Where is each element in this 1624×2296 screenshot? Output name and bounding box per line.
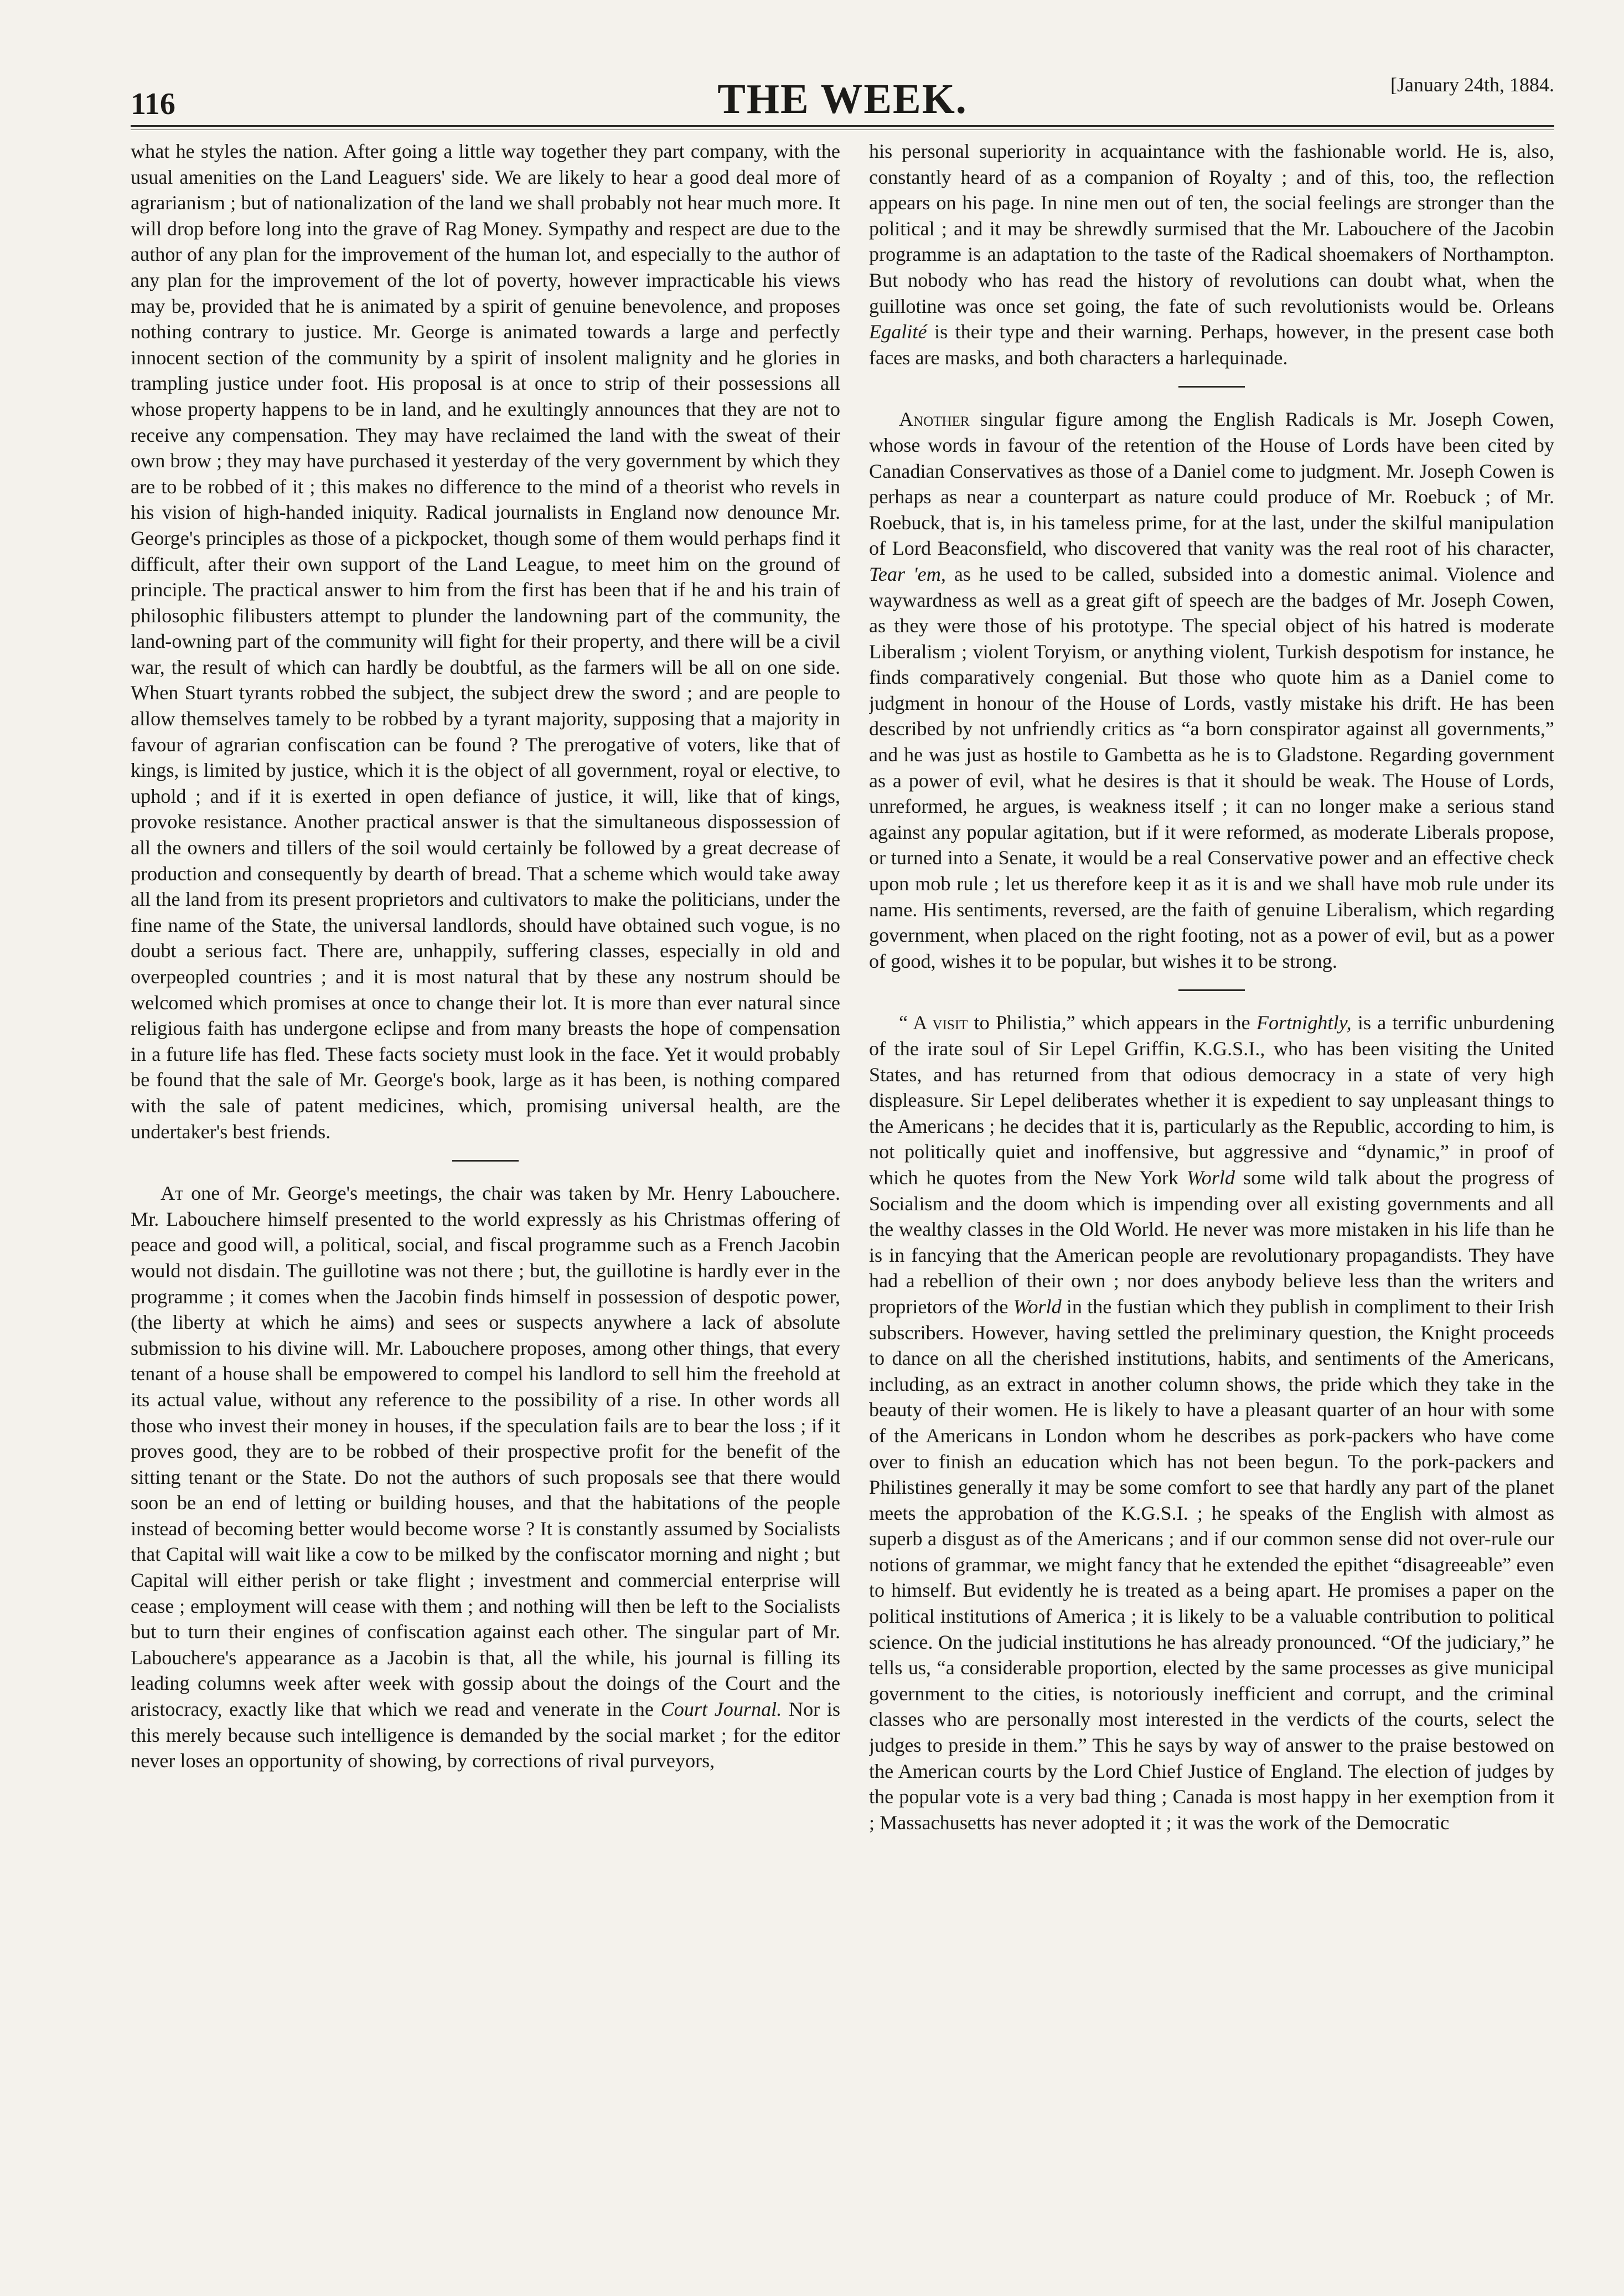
header-rule (131, 125, 1554, 127)
article-paragraph: what he styles the nation. After going a little way together they part company, with the usual amenities on the Land Leaguers' side. We are likely to hear a good deal more of agrarianism ; but of nationalization of the land we shall probably not hear much more. It will drop before long into the grave of Rag Money. Sympathy and respect are due to the author of any plan for the improvement of the human lot, and especially to the author of any plan for the improvement of the lot of poverty, however impracticable his views may be, provided that he is animated by a spirit of genuine benevolence, and proposes nothing contrary to justice. Mr. George is animated towards a large and perfectly innocent section of the community by a spirit of insolent malignity and he glories in trampling justice under foot. His proposal is at once to strip of their possessions all whose property happens to be in land, and he exultingly announces that they are not to receive any compensation. They may have reclaimed the land with the sweat of their own brow ; they may have purchased it yesterday of the very government by which they are to be robbed of it ; this makes no difference to the mind of a theorist who revels in his vision of high-handed iniquity. Radical journalists in England now denounce Mr. George's principles as those of a pickpocket, though some of them would perhaps find it difficult, after their own support of the Land League, to meet him on the ground of principle. The practical answer to him from the first has been that if he and his train of philosophic filibusters attempt to plunder the landowning part of the community, the land-owning part of the community will fight for their property, and there will be a civil war, the result of which can hardly be doubtful, as the farmers will be all on one side. When Stuart tyrants robbed the subject, the subject drew the sword ; and are people to allow themselves tamely to be robbed by a tyrant majority, supposing that a majority in favour of agrarian confiscation can be found ? The prerogative of voters, like that of kings, is limited by justice, which it is the object of all government, royal or elective, to uphold ; and if it is exerted in open defiance of justice, it will, like that of kings, provoke resistance. Another practical answer is that the simultaneous dispossession of all the owners and tillers of the soil would certainly be followed by a great decrease of production and consequently by dearth of bread. That a scheme which would take away all the land from its present proprietors and cultivators to make the politicians, under the fine name of the State, the universal landlords, should have obtained such vogue, is no doubt a serious fact. There are, unhappily, suffering classes, especially in old and overpeopled countries ; and it is most natural that by these any nostrum should be welcomed which promises at once to change their lot. It is more than ever natural since religious faith has undergone eclipse and from many breasts the hope of compensation in a future life has fled. These facts society must look in the face. Yet it would probably be found that the sale of Mr. George's book, large as it has been, is nothing compared with the sale of patent medicines, which, promising universal health, are the undertaker's best friends. (131, 140, 840, 1143)
issue-date: [January 24th, 1884. (1390, 74, 1554, 96)
article-paragraph: Another singular figure among the English Radicals is Mr. Joseph Cowen, whose words in favour of the retention of the House of Lords have been cited by Canadian Conservatives as those of a Daniel come to judgment. Mr. Joseph Cowen is perhaps as near a counterpart as nature could produce of Mr. Roebuck ; of Mr. Roebuck, that is, in his tameless prime, for at the last, under the skilful manipulation of Lord Beaconsfield, who discovered that vanity was the real root of his character, Tear 'em, as he used to be called, subsided into a domestic animal. Violence and waywardness as well as a great gift of speech are the badges of Mr. Joseph Cowen, as they were those of his prototype. The special object of his hatred is moderate Liberalism ; violent Toryism, or anything violent, Turkish despotism for instance, he finds comparatively congenial. But those who quote him as a Daniel come to judgment in honour of the House of Lords, vastly mistake his drift. He has been described by not unfriendly critics as “a born conspirator against all governments,” and he was just as hostile to Gambetta as he is to Gladstone. Regarding government as a power of evil, what he desires is that it should be weak. The House of Lords, unreformed, he argues, is weakness itself ; it can no longer make a serious stand against any popular agitation, but if it were reformed, as moderate Liberals propose, or turned into a Senate, it would be a real Conservative power and an effective check upon mob rule ; let us therefore keep it as it is and we shall have mob rule under its name. His sentiments, reversed, are the faith of genuine Liberalism, which regarding government, when placed on the right footing, not as a power of evil, but as a power of good, wishes it to be popular, but wishes it to be strong. (869, 408, 1554, 972)
right-column (869, 138, 1554, 2276)
section-separator (1178, 989, 1245, 991)
page-number: 116 (131, 87, 175, 121)
left-column (131, 138, 840, 2276)
publication-title: THE WEEK. (717, 76, 968, 122)
article-paragraph: “ A visit to Philistia,” which appears in the Fortnightly, is a terrific unburdening of the irate soul of Sir Lepel Griffin, K.G.S.I., who has been visiting the United States, and has returned from that odious democracy in a state of very high displeasure. Sir Lepel deliberates whether it is expedient to say unpleasant things to the Americans ; he decides that it is, particularly as the Republic, according to him, is not politically quiet and inoffensive, but aggressive and “dynamic,” in proof of which he quotes from the New York World some wild talk about the progress of Socialism and the doom which is impending over all existing governments and all the wealthy classes in the Old World. He never was more mistaken in his life than he is in fancying that the American people are revolutionary propagandists. They have had a rebellion of their own ; nor does anybody believe less than the writers and proprietors of the World in the fustian which they publish in compliment to their Irish subscribers. However, having settled the preliminary question, the Knight proceeds to dance on all the cherished institutions, habits, and sentiments of the Americans, including, as an extract in another column shows, the pride which they take in the beauty of their women. He is likely to have a pleasant quarter of an hour with some of the Americans in London whom he describes as pork-packers who have come over to finish an education which has not been begun. To the pork-packers and Philistines generally it may be some comfort to see that hardly any part of the planet meets the approbation of the K.G.S.I. ; he speaks of the English with almost as superb a disgust as of the Americans ; and if our common sense did not over-rule our notions of grammar, we might fancy that he extended the epithet “disagreeable” even to himself. But evidently he is treated as a being apart. He promises a paper on the political institutions of America ; it is likely to be a valuable contribution to political science. On the judicial institutions he has already pronounced. “Of the judiciary,” he tells us, “a considerable proportion, elected by the same processes as give municipal government to the cities, is notoriously inefficient and corrupt, and the criminal classes who are personally most interested in the verdicts of the courts, select the judges to preside in them.” This he says by way of answer to the praise bestowed on the American courts by the Lord Chief Justice of England. The election of judges by the popular vote is a very bad thing ; Canada is most happy in her exemption from it ; Massachusetts has never adopted it ; it was the work of the Democratic (869, 1012, 1554, 1834)
section-separator (452, 1160, 519, 1162)
page-header (131, 71, 1554, 121)
section-separator (1178, 386, 1245, 388)
article-paragraph: At one of Mr. George's meetings, the chair was taken by Mr. Henry Labouchere. Mr. Labouchere himself presented to the world expressly as his Christmas offering of peace and good will, a political, social, and fiscal programme such as a French Jacobin would not disdain. The guillotine was not there ; but, the guillotine is hardly ever in the programme ; it comes when the Jacobin finds himself in possession of despotic power, (the liberty at which he aims) and sees or suspects anywhere a lack of absolute submission to his divine will. Mr. Labouchere proposes, among other things, that every tenant of a house shall be empowered to compel his landlord to sell him the freehold at its actual value, without any reference to the possibility of a rise. In other words all those who invest their money in houses, if the speculation fails are to bear the loss ; if it proves good, they are to be robbed of their prospective profit for the benefit of the sitting tenant or the State. Do not the authors of such proposals see that there would soon be an end of letting or building houses, and that the habitations of the people instead of becoming better would become worse ? It is constantly assumed by Socialists that Capital will wait like a cow to be milked by the confiscator morning and night ; but Capital will either perish or take flight ; investment and commercial enterprise will cease ; employment will cease with them ; and nothing will then be left to the Socialists but to turn their engines of confiscation against each other. The singular part of Mr. Labouchere's appearance as a Jacobin is that, all the while, his journal is filling its leading columns week after week with gossip about the doings of the Court and the aristocracy, exactly like that which we read and venerate in the Court Journal. Nor is this merely because such intelligence is demanded by the social market ; for the editor never loses an opportunity of showing, by corrections of rival purveyors, (131, 1182, 840, 1772)
article-paragraph: his personal superiority in acquaintance with the fashionable world. He is, also, constantly heard of as a companion of Royalty ; and of this, too, the reflection appears on his page. In nine men out of ten, the social feelings are stronger than the political ; and it may be shrewdly surmised that the Mr. Labouchere of the Jacobin programme is an adaptation to the taste of the Radical shoemakers of Northampton. But nobody who has read the history of revolutions can doubt what, when the guillotine was once set going, the fate of such revolutionists would be. Orleans Egalité is their type and their warning. Perhaps, however, in the present case both faces are masks, and both characters a harlequinade. (869, 140, 1554, 369)
